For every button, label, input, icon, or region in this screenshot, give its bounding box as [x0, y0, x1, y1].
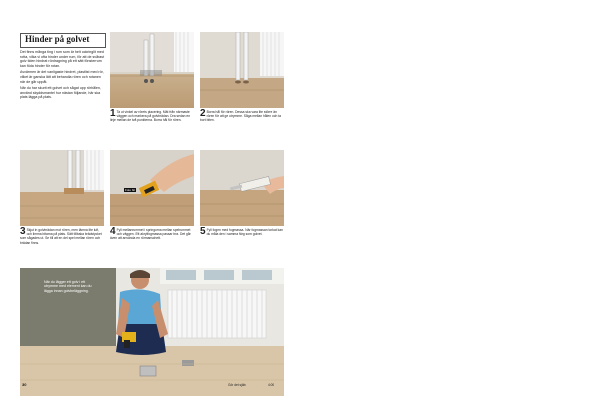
- page-number: 30: [22, 382, 27, 387]
- step-2-photo: [200, 32, 284, 108]
- photo-caption: När du lägger ett golv i ett utrymme med element kan du lägga innan golvbeläggning.: [44, 280, 92, 293]
- article-title: Hinder på golvet: [25, 34, 90, 44]
- step-5-photo: [200, 150, 284, 226]
- step-number: 3: [20, 226, 26, 237]
- footer-right: 4:00: [268, 383, 275, 387]
- step-text: Ta ut vinkel av rörets placering. Mät från närmaste väggen och markera på golvbrädan. Dra sedan en linje mellan de två punkterna. Borra hål för rören.: [110, 110, 191, 123]
- magazine-page: [18, 30, 286, 400]
- step-number: 5: [200, 226, 206, 237]
- step-1-photo: [110, 32, 194, 108]
- step-number: 4: [110, 226, 116, 237]
- main-photo: [20, 268, 284, 396]
- intro-paragraph: Det finns många ting i rum som är helt ockringlit med rotta, vilka vi ofta hinder under rum, för att de svårast golv tiden hindrat rördragning på ett sätt fönsterrum kan föda hinder för rotan.: [20, 50, 105, 68]
- step-4-caption: [110, 228, 194, 241]
- step-3-caption: [20, 228, 104, 245]
- intro-paragraph: När du har skurit ett golvet och sågat upp rörhålen, använd skyddsmantel hur nästan följande, här ska plats lägga på plats.: [20, 86, 101, 100]
- intro-text: [20, 50, 106, 102]
- caulking-illustration: [200, 150, 284, 226]
- pipes-illustration: [200, 32, 284, 108]
- step-text: Fyll mellanrummet i springorna mellan spelrummet och väggen. Ett akrylfogmassa passar bra. Det går även att använda en rörmanschett.: [110, 228, 191, 241]
- footer-left: Gör det själv: [228, 383, 246, 387]
- step-number: 1: [110, 108, 116, 119]
- step-text: Fyll fogen med fogmassa. När fogmassan torkat kan du måla den i samma färg som golvet.: [206, 228, 283, 237]
- step-3-photo: [20, 150, 104, 226]
- floor-pipes-illustration: [20, 150, 104, 226]
- step-2-caption: [200, 110, 284, 123]
- step-text: Borra hål för rören. Dessa ska vara lite större än rören för att ge utrymme. Såga mellan hålen och ta bort biten.: [200, 110, 281, 123]
- article-title-box: [20, 33, 106, 48]
- hand-tool-illustration: [110, 150, 194, 226]
- step-5-caption: [200, 228, 284, 236]
- step-number: 2: [200, 108, 206, 119]
- pipes-illustration: [110, 32, 194, 108]
- step-4-photo: [110, 150, 194, 226]
- intro-paragraph: Avvärmen är det vanligaste hindret, plastlist med rör, vilket är ganska lätt att behandla rören och rotanen när de går uppåt.: [20, 70, 104, 84]
- step-text: Skjut in golvbrädan mot rören, men lämna lite luft, och limma bitarna på plats. Sätt tillbaka brädstycket som sågades ut. Se till att en del spel mellan rören och brädan finns.: [20, 228, 102, 245]
- step-1-caption: [110, 110, 194, 123]
- photo-tag: Foto bit: [125, 188, 136, 192]
